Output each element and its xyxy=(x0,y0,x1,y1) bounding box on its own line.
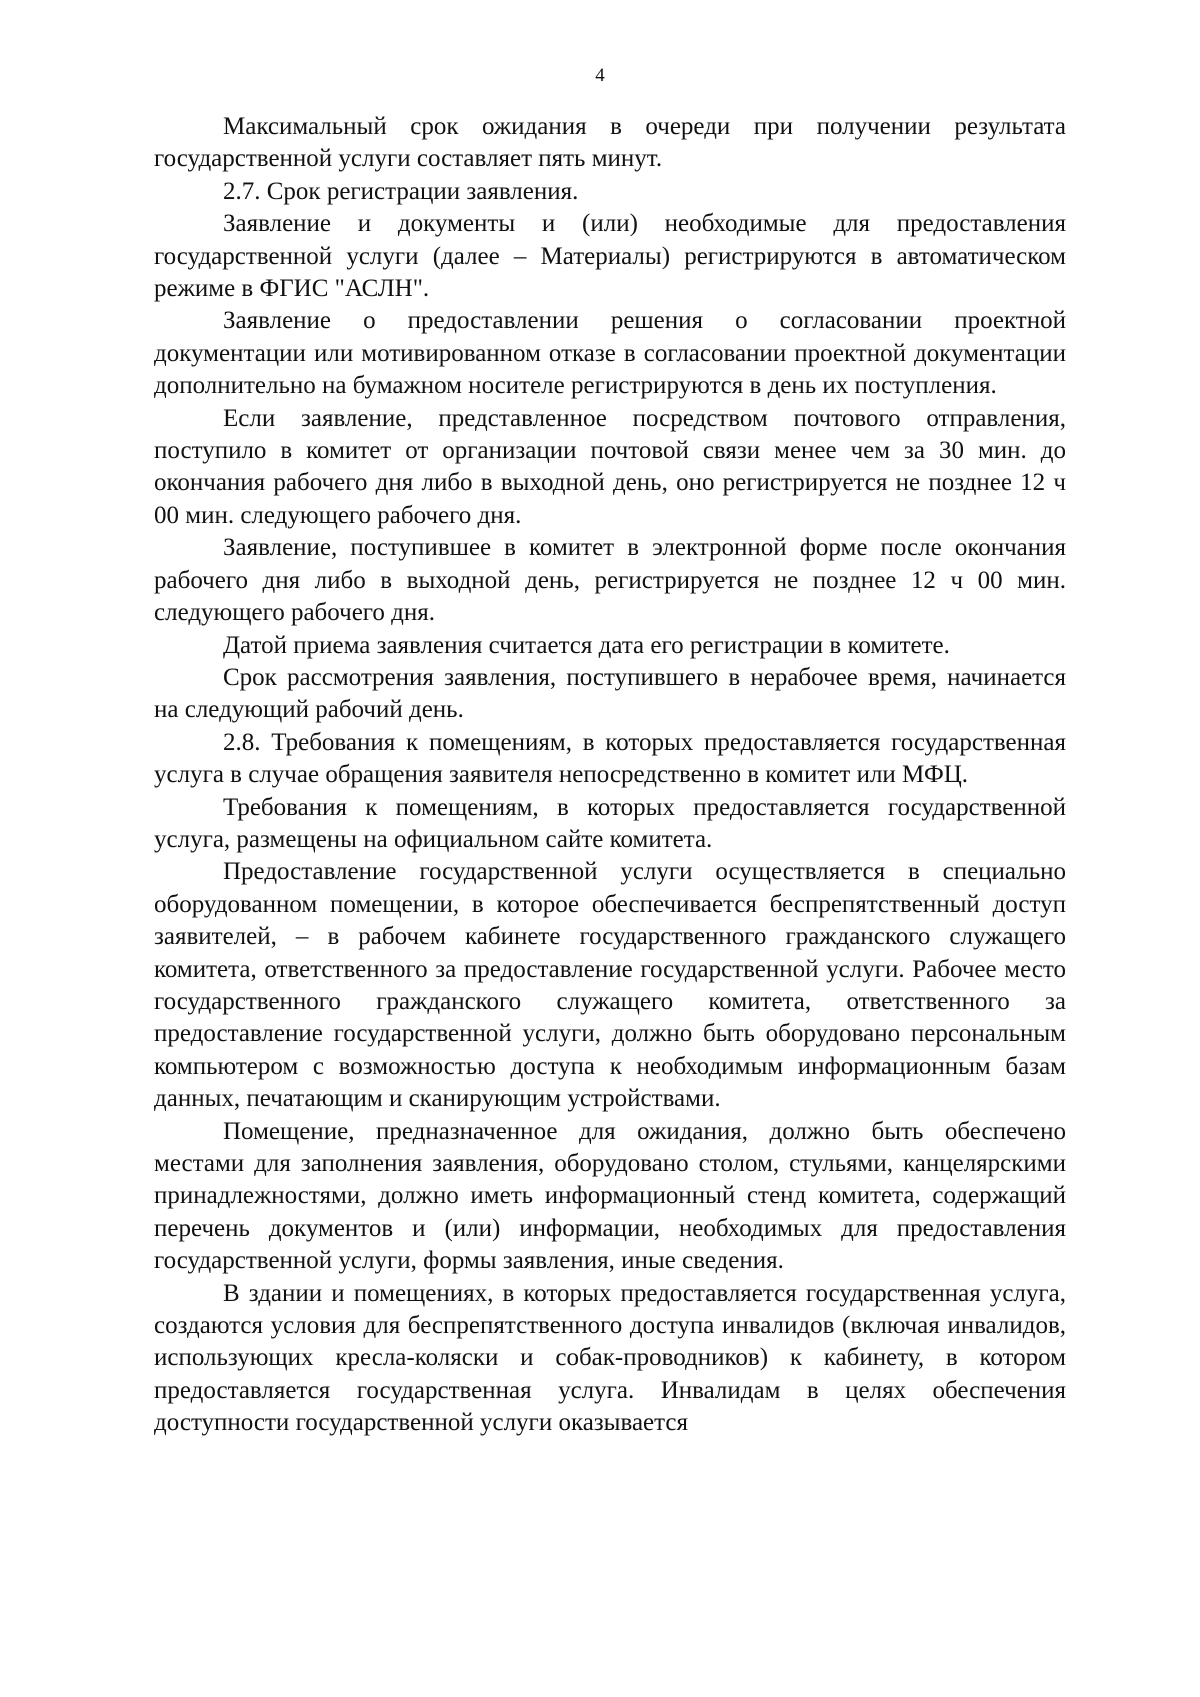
paragraph-acceptance-date: Датой приема заявления считается дата его регистрации в комитете. xyxy=(223,631,950,659)
paragraph-service-premises: Предоставление государственной услуги осуществляется в специально оборудованном помещении, в которое обеспечивается беспрепятственный доступ заявителей, – в рабочем кабинете государственного гражданского служащего комитета, ответственного за предоставление государственной услуги. Рабочее место государственного гражданского служащего комитета, ответственного за предоставление государственной услуги, должно быть оборудовано персональным компьютером с возможностью доступа к необходимым информационным базам данных, печатающим и сканирующим устройствами. xyxy=(154,858,1066,1113)
paragraph-section-2-8-heading: 2.8. Требования к помещениям, в которых предоставляется государственная услуга в случае обращения заявителя непосредственно в комитет или МФЦ. xyxy=(154,728,1066,789)
paragraph-materials-registration: Заявление и документы и (или) необходимые для предоставления государственной услуги (далее – Материалы) регистрируются в автоматическом режиме в ФГИС "АСЛН". xyxy=(154,210,1066,303)
paragraph-requirements-published: Требования к помещениям, в которых предоставляется государственной услуга, размещены на официальном сайте комитета. xyxy=(154,793,1066,853)
paragraph-queue-wait-time: Максимальный срок ожидания в очереди при получении результата государственной услуги составляет пять минут. xyxy=(154,113,1066,173)
paragraph-electronic-registration: Заявление, поступившее в комитет в электронной форме после окончания рабочего дня либо в выходной день, регистрируется не позднее 12 ч 00 мин. следующего рабочего дня. xyxy=(154,534,1066,627)
paragraph-paper-registration: Заявление о предоставлении решения о согласовании проектной документации или мотивированном отказе в согласовании проектной документации дополнительно на бумажном носителе регистрируются в день их поступления. xyxy=(154,307,1066,400)
paragraph-accessibility: В здании и помещениях, в которых предоставляется государственная услуга, создаются условия для беспрепятственного доступа инвалидов (включая инвалидов, использующих кресла-коляски и собак-проводников) к кабинету, в котором предоставляется государственная услуга. Инвалидам в целях обеспечения доступности государственной услуги оказывается xyxy=(154,1279,1066,1437)
document-body xyxy=(154,111,1066,1440)
paragraph-waiting-area: Помещение, предназначенное для ожидания, должно быть обеспечено местами для заполнения заявления, оборудовано столом, стульями, канцелярскими принадлежностями, должно иметь информационный стенд комитета, содержащий перечень документов и (или) информации, необходимых для предоставления государственной услуги, формы заявления, иные сведения. xyxy=(154,1117,1066,1275)
paragraph-postal-registration: Если заявление, представленное посредством почтового отправления, поступило в комитет от организации почтовой связи менее чем за 30 мин. до окончания рабочего дня либо в выходной день, оно регистрируется не позднее 12 ч 00 мин. следующего рабочего дня. xyxy=(154,404,1066,529)
paragraph-section-2-7-heading: 2.7. Срок регистрации заявления. xyxy=(223,177,579,205)
page-number: 4 xyxy=(595,65,605,86)
paragraph-review-start: Срок рассмотрения заявления, поступившего в нерабочее время, начинается на следующий рабочий день. xyxy=(154,663,1066,724)
